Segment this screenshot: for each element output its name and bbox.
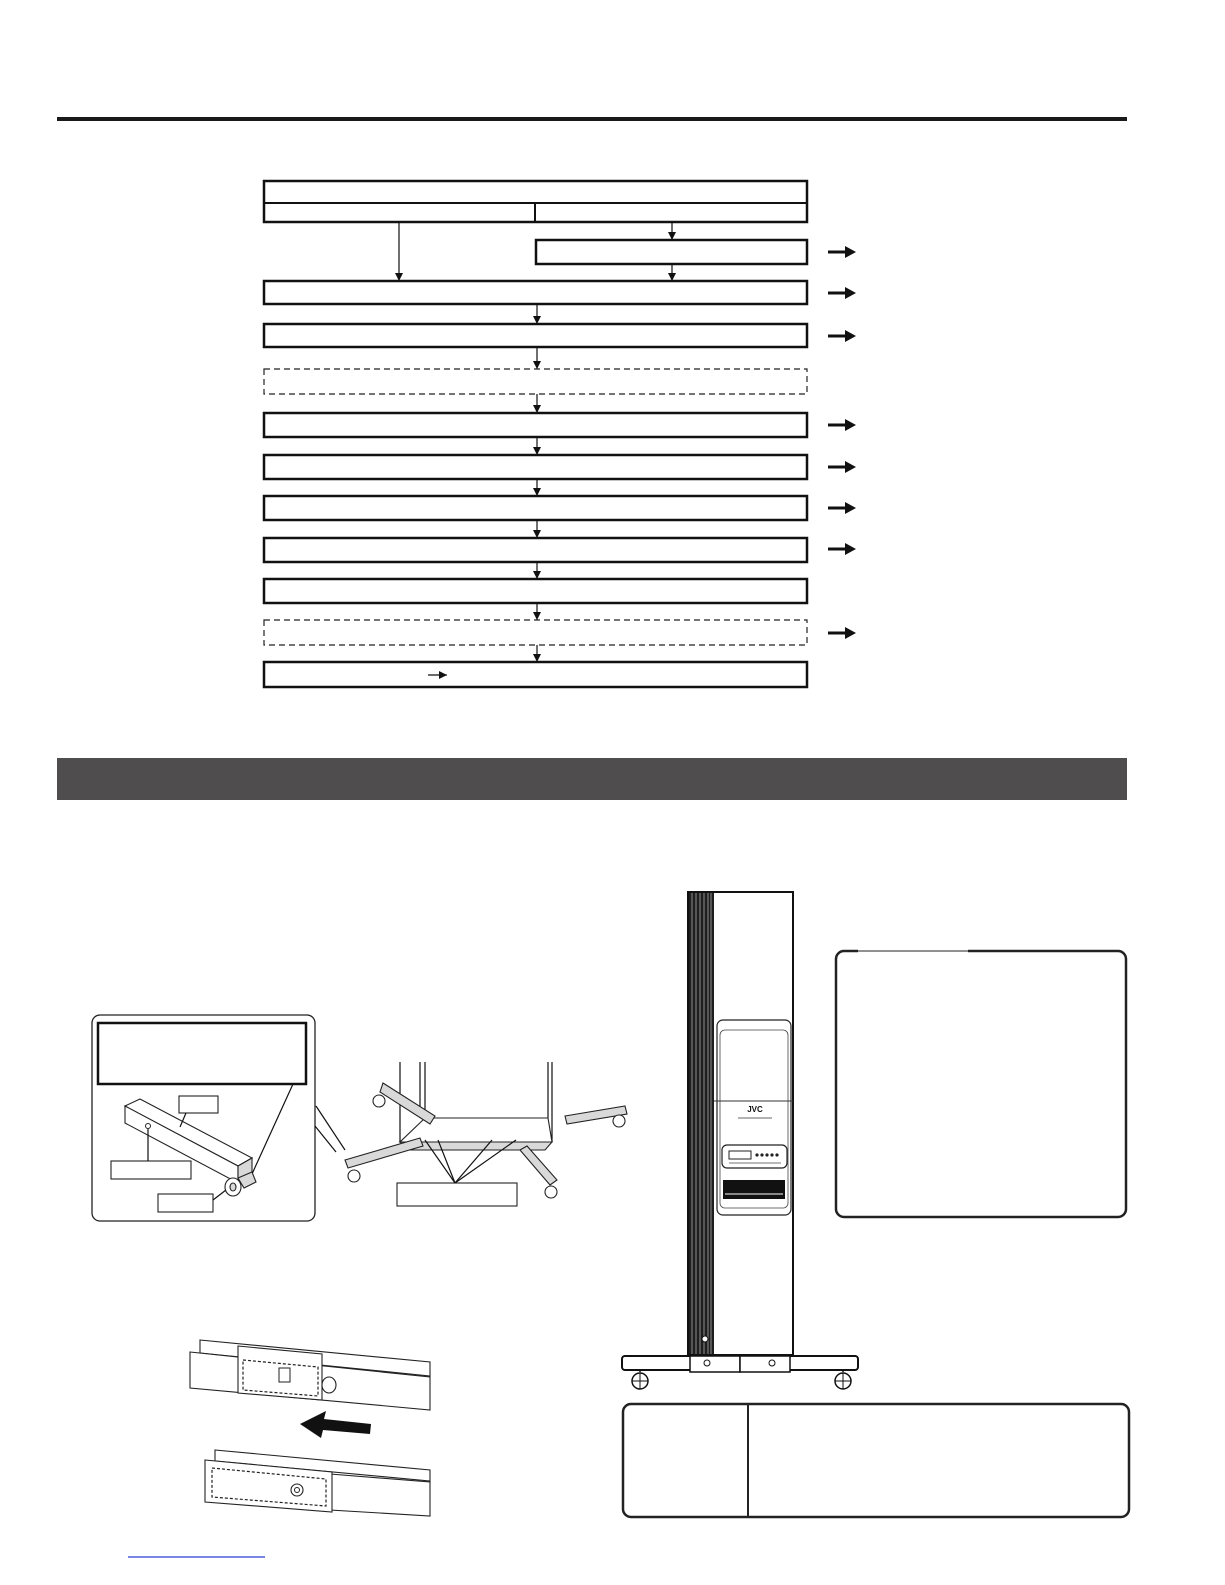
label-box-hole [111,1161,191,1179]
caster-wheel-icon [613,1115,625,1127]
flow-box-step-1 [264,281,807,304]
tower-stand-base [622,1356,858,1389]
note-box [836,951,1126,1217]
flow-box-step-3 [264,413,807,437]
arrow-right-icon [828,461,856,473]
caster-wheel-icon [632,1373,648,1389]
flow-box-final [264,662,807,687]
label-box-mounting [397,1183,517,1206]
lock-square [279,1368,290,1382]
cabinet-base-illustration [345,1062,627,1206]
arrow-right-icon [828,419,856,431]
spec-table-box [623,1404,1129,1517]
brand-logo: JVC [747,1105,763,1114]
setup-flowchart [264,181,807,687]
arrow-right-icon [828,246,856,258]
header-rule [57,117,1127,121]
lock-knob [322,1377,336,1393]
arrow-right-icon [828,627,856,639]
caster-arm-rear-right [565,1106,627,1127]
flow-box-step-5 [264,496,807,520]
zoom-line [316,1106,345,1150]
caster-arm-front-right [520,1146,557,1198]
caster-note-box [98,1023,306,1084]
flow-box-start [264,181,807,222]
caster-wheel-icon [348,1170,360,1182]
arrow-left-icon [300,1411,371,1438]
tower-side-fins [689,893,714,1354]
arrow-right-icon [828,543,856,555]
flow-box-optional-1 [264,369,807,394]
zoom-line [315,1126,336,1152]
caster-wheel-icon [835,1373,851,1389]
rail-insertion-illustration [190,1340,430,1516]
display-window [729,1151,751,1159]
arrow-right-icon [828,330,856,342]
tower-unit-illustration [622,892,858,1389]
rail-upper [190,1340,430,1410]
caster-arm-front-left [345,1138,423,1182]
flow-box-step-7 [264,579,807,603]
caster-arm-rear-left [373,1083,435,1124]
caster-wheel-icon [545,1186,557,1198]
arrow-right-icon [828,502,856,514]
tower-indicator [702,1336,708,1342]
section-banner [57,758,1127,800]
label-box-bar [179,1096,218,1113]
disc-slot [723,1180,785,1199]
flow-box-optional-2 [264,620,807,645]
flow-box-step-6 [264,538,807,562]
screw-hole [146,1124,151,1129]
flow-box-branch [536,240,807,264]
rail-lower [205,1450,430,1516]
caster-wheel-icon [373,1095,385,1107]
tower-control-panel [722,1145,787,1168]
flow-box-step-2 [264,324,807,347]
page-reference-arrows [828,246,856,639]
flow-box-step-4 [264,455,807,479]
caster-detail-callout [92,1015,345,1221]
arrow-right-icon [828,287,856,299]
label-box-wheel [158,1194,213,1212]
